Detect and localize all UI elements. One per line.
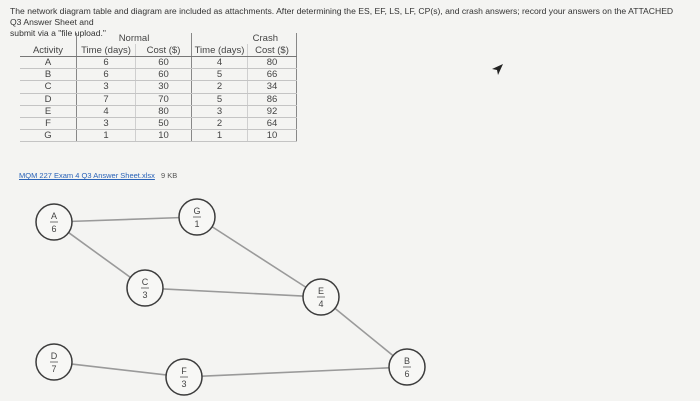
crash-cost-cell: 10 xyxy=(248,130,297,142)
crash-cost-cell: 64 xyxy=(248,117,297,129)
node-A xyxy=(36,204,72,240)
col-header-normal-time: Time (days) xyxy=(77,44,136,57)
normal-cost-cell: 10 xyxy=(136,130,192,142)
node-duration: 6 xyxy=(51,224,57,234)
crash-time-cell: 5 xyxy=(192,93,248,105)
node-E xyxy=(303,279,339,315)
node-C xyxy=(127,270,163,306)
normal-cost-cell: 50 xyxy=(136,117,192,129)
normal-time-cell: 4 xyxy=(77,105,136,117)
node-B xyxy=(389,349,425,385)
activity-cell: D xyxy=(20,93,77,105)
edge-G-E xyxy=(212,227,306,287)
activity-cell: E xyxy=(20,105,77,117)
edge-F-B xyxy=(202,368,389,376)
col-header-normal-cost: Cost ($) xyxy=(136,44,192,57)
col-header-activity: Activity xyxy=(20,44,77,57)
crash-cost-cell: 86 xyxy=(248,93,297,105)
node-duration: 1 xyxy=(194,219,200,229)
node-duration: 6 xyxy=(404,369,410,379)
node-label: B xyxy=(403,356,411,366)
crash-cost-cell: 92 xyxy=(248,105,297,117)
normal-cost-cell: 70 xyxy=(136,93,192,105)
activity-cell: B xyxy=(20,69,77,81)
normal-time-cell: 3 xyxy=(77,81,136,93)
crash-cost-cell: 66 xyxy=(248,69,297,81)
node-label: F xyxy=(181,366,187,376)
group-normal-label: Normal xyxy=(77,33,192,44)
group-crash-label: Crash xyxy=(192,33,297,44)
crash-cost-cell: 34 xyxy=(248,81,297,93)
node-duration: 4 xyxy=(318,299,324,309)
activity-cell: G xyxy=(20,130,77,142)
edge-A-G xyxy=(72,218,179,222)
node-G xyxy=(179,199,215,235)
edge-D-F xyxy=(72,364,166,375)
node-label: G xyxy=(193,206,201,216)
normal-time-cell: 1 xyxy=(77,130,136,142)
crash-time-cell: 5 xyxy=(192,69,248,81)
attachment-link[interactable]: MQM 227 Exam 4 Q3 Answer Sheet.xlsx xyxy=(19,171,155,180)
edge-C-E xyxy=(163,289,303,296)
col-header-crash-time: Time (days) xyxy=(192,44,248,57)
normal-cost-cell: 60 xyxy=(136,69,192,81)
col-header-crash-cost: Cost ($) xyxy=(248,44,297,57)
crash-time-cell: 2 xyxy=(192,117,248,129)
crash-time-cell: 2 xyxy=(192,81,248,93)
node-label: C xyxy=(141,277,149,287)
node-label: E xyxy=(317,286,325,296)
node-label: A xyxy=(50,211,58,221)
normal-time-cell: 7 xyxy=(77,93,136,105)
edge-E-B xyxy=(335,308,393,355)
node-duration: 7 xyxy=(51,364,57,374)
node-label: D xyxy=(50,351,58,361)
activity-cell: A xyxy=(20,57,77,69)
normal-time-cell: 3 xyxy=(77,117,136,129)
crash-cost-cell: 80 xyxy=(248,57,297,69)
crash-time-cell: 4 xyxy=(192,57,248,69)
node-F xyxy=(166,359,202,395)
node-duration: 3 xyxy=(181,379,187,389)
normal-cost-cell: 60 xyxy=(136,57,192,69)
edge-A-C xyxy=(69,233,131,278)
instructions-line-2: submit via a "file upload." xyxy=(10,28,106,38)
normal-time-cell: 6 xyxy=(77,69,136,81)
instructions-line-1: The network diagram table and diagram are included as attachments. After determining the ES, EF, LS, LF, CP(s), and crash answers; record your answers on the ATTACHED Q3 Answer Sheet and xyxy=(10,6,674,27)
crash-time-cell: 3 xyxy=(192,105,248,117)
node-D xyxy=(36,344,72,380)
crash-time-cell: 1 xyxy=(192,130,248,142)
normal-cost-cell: 80 xyxy=(136,105,192,117)
normal-time-cell: 6 xyxy=(77,57,136,69)
attachment-size: 9 KB xyxy=(160,171,178,180)
normal-cost-cell: 30 xyxy=(136,81,192,93)
activity-cell: F xyxy=(20,117,77,129)
node-duration: 3 xyxy=(142,290,148,300)
mouse-cursor-icon xyxy=(492,64,504,76)
activity-cell: C xyxy=(20,81,77,93)
